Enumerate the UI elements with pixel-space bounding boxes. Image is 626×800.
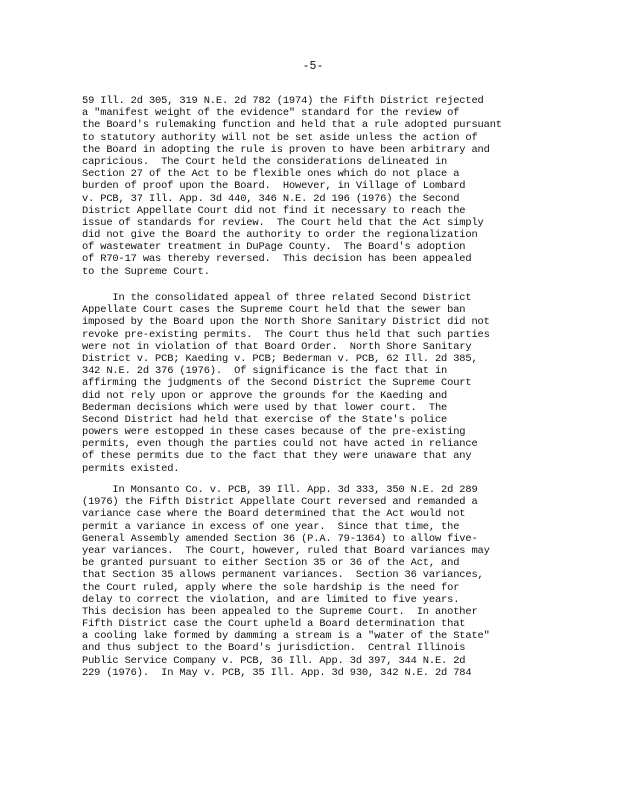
text-line: permits, even though the parties could not have acted in reliance [82,438,478,451]
text-line: variance case where the Board determined that the Act would not [82,508,466,521]
text-line: powers were estopped in these cases because of the pre-existing [82,426,466,439]
text-line: capricious. The Court held the considerations delineated in [82,155,448,168]
text-line: affirming the judgments of the Second District the Supreme Court [82,377,472,390]
text-line: permits existed. [82,462,180,475]
text-line: Bederman decisions which were used by that lower court. The [82,401,448,414]
text-line: issue of standards for review. The Court held that the Act simply [82,216,484,229]
text-line: Public Service Company v. PCB, 36 Ill. App. 3d 397, 344 N.E. 2d [82,654,466,667]
text-line: to the Supreme Court. [82,265,210,278]
text-line: year variances. The Court, however, ruled that Board variances may [82,544,490,557]
text-line: and thus subject to the Board's jurisdiction. Central Illinois [82,642,466,655]
text-line: imposed by the Board upon the North Shore Sanitary District did not [82,316,490,329]
text-line: burden of proof upon the Board. However, in Village of Lombard [82,180,466,193]
text-line: of these permits due to the fact that they were unaware that any [82,450,472,463]
text-line: the Board's rulemaking function and held that a rule adopted pursuant [82,119,502,132]
text-line: Fifth District case the Court upheld a Board determination that [82,618,466,631]
text-line: the Court ruled, apply where the sole hardship is the need for [82,581,460,594]
text-line: were not in violation of that Board Order. North Shore Sanitary [82,340,472,353]
text-line: 342 N.E. 2d 376 (1976). Of significance is the fact that in [82,365,448,378]
text-line: Appellate Court cases the Supreme Court held that the sewer ban [82,304,466,317]
text-line: Second District had held that exercise of the State's police [82,413,448,426]
text-line: of wastewater treatment in DuPage County. The Board's adoption [82,241,466,254]
text-line: delay to correct the violation, and are limited to five years. [82,593,460,606]
text-line: 229 (1976). In May v. PCB, 35 Ill. App. 3d 930, 342 N.E. 2d 784 [82,666,472,679]
text-line: a "manifest weight of the evidence" standard for the review of [82,107,460,120]
text-line: revoke pre-existing permits. The Court thus held that such parties [82,328,490,341]
text-line: did not give the Board the authority to order the regionalization [82,229,478,242]
text-line: In the consolidated appeal of three related Second District [82,292,472,304]
page-number: -5- [302,60,324,73]
text-line: be granted pursuant to either Section 35 or 36 of the Act, and [82,557,460,570]
text-line: 59 Ill. 2d 305, 319 N.E. 2d 782 (1974) the Fifth District rejected [82,95,484,107]
text-line: of R70-17 was thereby reversed. This decision has been appealed [82,253,472,266]
text-line: Section 27 of the Act to be flexible ones which do not place a [82,168,460,181]
paragraph-3 [82,484,582,679]
text-line: General Assembly amended Section 36 (P.A. 79-1364) to allow five- [82,532,478,545]
text-line: to statutory authority will not be set aside unless the action of [82,131,478,144]
text-line: v. PCB, 37 Ill. App. 3d 440, 346 N.E. 2d 196 (1976) the Second [82,192,460,205]
text-line: the Board in adopting the rule is proven to have been arbitrary and [82,143,490,156]
text-line: (1976) the Fifth District Appellate Court reversed and remanded a [82,496,478,509]
text-line: did not rely upon or approve the grounds for the Kaeding and [82,389,448,402]
paragraph-2 [82,292,582,475]
text-line: District Appellate Court did not find it necessary to reach the [82,204,466,217]
text-line: that Section 35 allows permanent variances. Section 36 variances, [82,569,484,582]
paragraph-1 [82,95,582,278]
text-line: permit a variance in excess of one year. Since that time, the [82,520,460,533]
text-line: a cooling lake formed by damming a stream is a "water of the State" [82,630,490,643]
text-line: In Monsanto Co. v. PCB, 39 Ill. App. 3d 333, 350 N.E. 2d 289 [82,484,478,496]
text-line: District v. PCB; Kaeding v. PCB; Bederman v. PCB, 62 Ill. 2d 385, [82,352,478,365]
text-line: This decision has been appealed to the Supreme Court. In another [82,605,478,618]
